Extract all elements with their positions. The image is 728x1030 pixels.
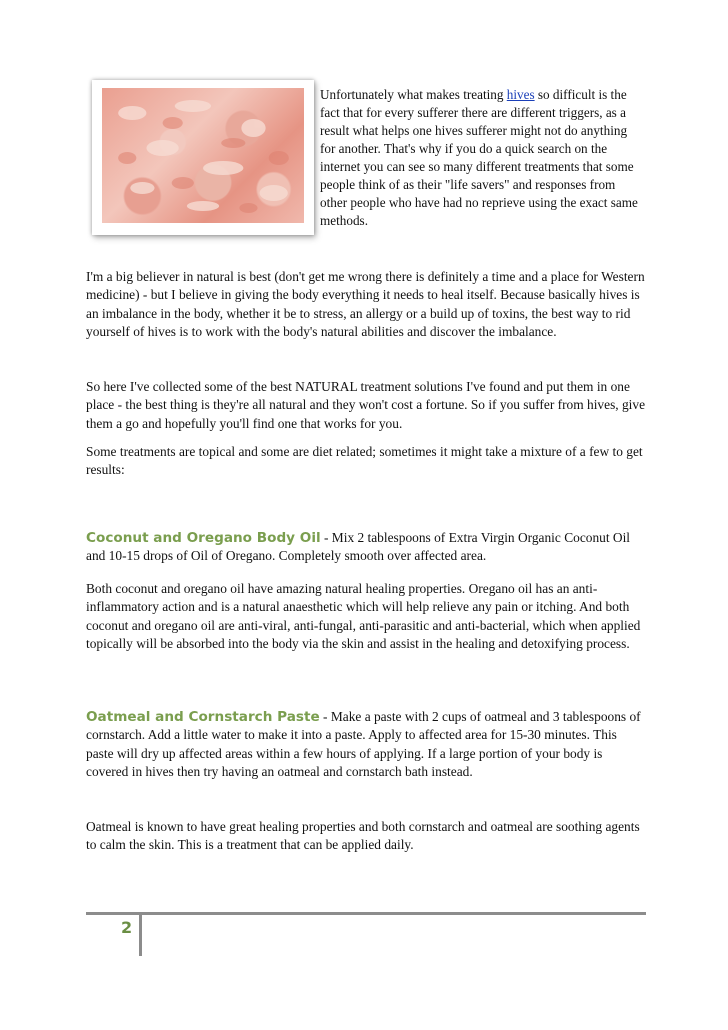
section-heading: Oatmeal and Cornstarch Paste	[86, 709, 320, 725]
section-lead-text: - Mix 2 tablespoons of Extra Virgin Organic Coconut Oil and 10-15 drops of Oil of Oregano. Completely smooth over affected area.	[86, 530, 631, 564]
hives-skin-photo	[102, 88, 304, 223]
hives-photo-frame	[92, 80, 314, 235]
section-coconut-oil	[86, 529, 646, 566]
paragraph-text: Oatmeal is known to have great healing properties and both cornstarch and oatmeal are soothing agents to calm the skin. This is a treatment that can be applied daily.	[86, 819, 640, 853]
page-number: 2	[121, 918, 133, 937]
intro-paragraph	[320, 86, 638, 230]
paragraph-text: Some treatments are topical and some are diet related; sometimes it might take a mixture of a few to get results:	[86, 444, 643, 478]
hives-link[interactable]: hives	[506, 87, 535, 102]
intro-text-before: Unfortunately what makes treating	[320, 87, 507, 102]
section-lead-text: - Make a paste with 2 cups of oatmeal and 3 tablespoons of cornstarch. Add a little water to make it into a paste. Apply to affected area for 15-30 minutes. This paste will dry up affected areas within a few hours of applying. If a large portion of your body is covered in hives then try having an oatmeal and cornstarch bath instead.	[86, 709, 641, 779]
intro-text-after: so difficult is the fact that for every sufferer there are different triggers, as a result what helps one hives sufferer might not do anything for another. That's why if you do a quick search on the internet you can see so many different treatments that some people think of as their "life savers" and responses from other people who have had no reprieve using the exact same methods.	[320, 87, 638, 228]
section-coconut-body	[86, 580, 646, 653]
footer-rule	[86, 912, 646, 915]
paragraph-text: Both coconut and oregano oil have amazing natural healing properties. Oregano oil has an anti-inflammatory action and is a natural anaesthetic which will help relieve any pain or itching. And both coconut and oregano oil are anti-viral, anti-fungal, anti-parasitic and anti-bacterial, which when applied topically will be absorbed into the body via the skin and assist in the healing and detoxifying process.	[86, 581, 641, 651]
paragraph-text: So here I've collected some of the best NATURAL treatment solutions I've found and put them in one place - the best thing is they're all natural and they won't cost a fortune. So if you suffer from hives, give them a go and hopefully you'll find one that works for you.	[86, 379, 646, 431]
section-heading: Coconut and Oregano Body Oil	[86, 530, 321, 546]
section-oatmeal-paste	[86, 708, 646, 781]
paragraph-text: I'm a big believer in natural is best (don't get me wrong there is definitely a time and a place for Western medicine) - but I believe in giving the body everything it needs to heal itself. Because basically hives is an imbalance in the body, whether it be to stress, an allergy or a build up of toxins, the best way to rid yourself of hives is to work with the body's natural abilities and discover the imbalance.	[86, 269, 645, 339]
paragraph-collected-solutions	[86, 378, 646, 433]
footer-divider	[139, 912, 142, 956]
skin-rash-illustration	[102, 88, 304, 223]
section-oatmeal-body	[86, 818, 646, 855]
paragraph-treatments-intro	[86, 443, 646, 480]
paragraph-natural-is-best	[86, 268, 646, 341]
